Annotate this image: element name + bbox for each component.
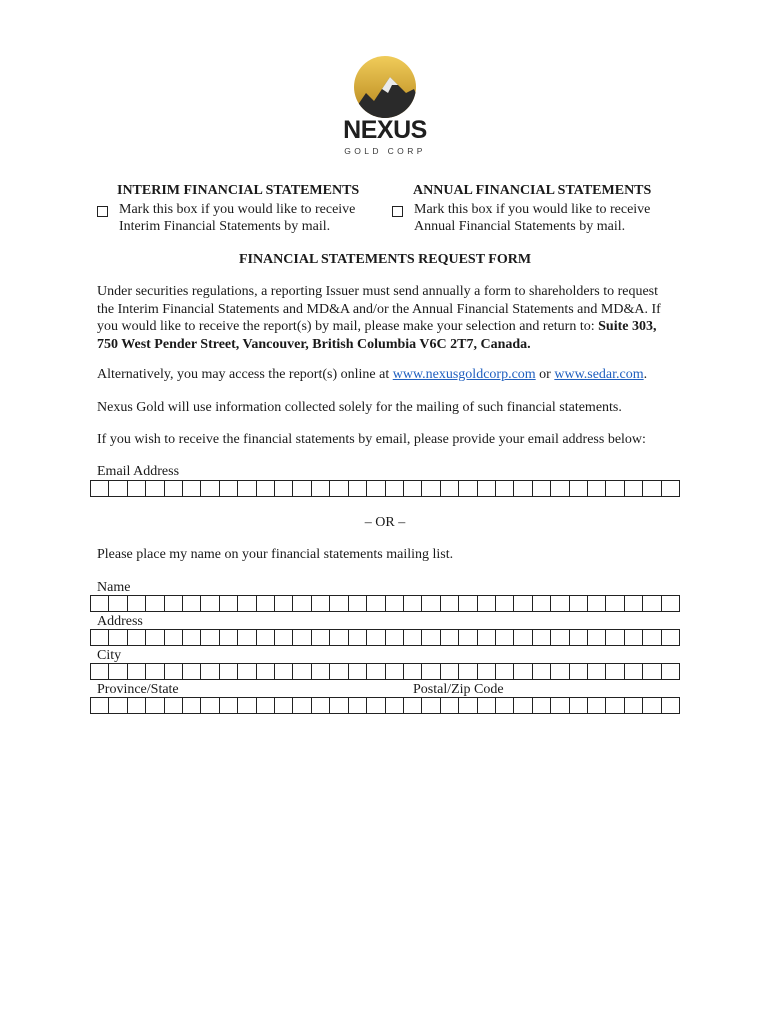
character-box[interactable] bbox=[441, 596, 459, 611]
character-box[interactable] bbox=[146, 698, 164, 713]
character-box[interactable] bbox=[496, 630, 514, 645]
character-box[interactable] bbox=[146, 630, 164, 645]
character-box[interactable] bbox=[570, 664, 588, 679]
character-box[interactable] bbox=[91, 630, 109, 645]
character-box[interactable] bbox=[165, 664, 183, 679]
character-box[interactable] bbox=[183, 698, 201, 713]
character-box[interactable] bbox=[183, 664, 201, 679]
character-box[interactable] bbox=[128, 596, 146, 611]
character-box[interactable] bbox=[422, 630, 440, 645]
character-box[interactable] bbox=[404, 596, 422, 611]
province-label: Province/State bbox=[97, 682, 179, 697]
character-box[interactable] bbox=[386, 596, 404, 611]
character-box[interactable] bbox=[128, 664, 146, 679]
character-box[interactable] bbox=[496, 596, 514, 611]
character-box[interactable] bbox=[257, 630, 275, 645]
character-box[interactable] bbox=[220, 596, 238, 611]
character-box[interactable] bbox=[570, 698, 588, 713]
character-box[interactable] bbox=[551, 481, 569, 496]
character-box[interactable] bbox=[330, 630, 348, 645]
character-box[interactable] bbox=[238, 664, 256, 679]
character-box[interactable] bbox=[422, 698, 440, 713]
character-box[interactable] bbox=[109, 596, 127, 611]
character-box[interactable] bbox=[441, 664, 459, 679]
character-box[interactable] bbox=[367, 596, 385, 611]
email-label: Email Address bbox=[97, 464, 180, 479]
character-box[interactable] bbox=[625, 664, 643, 679]
annual-line-2: Annual Financial Statements by mail. bbox=[414, 218, 626, 234]
mailing-prompt: Please place my name on your financial statements mailing list. bbox=[97, 547, 454, 562]
character-box[interactable] bbox=[330, 481, 348, 496]
character-box[interactable] bbox=[404, 664, 422, 679]
character-box[interactable] bbox=[551, 596, 569, 611]
character-box[interactable] bbox=[514, 664, 532, 679]
character-box[interactable] bbox=[478, 596, 496, 611]
character-box[interactable] bbox=[662, 664, 680, 679]
character-box[interactable] bbox=[514, 698, 532, 713]
character-box[interactable] bbox=[422, 664, 440, 679]
character-box[interactable] bbox=[459, 596, 477, 611]
return-address: Suite 303, 750 West Pender Street, Vancouver, British Columbia V6C 2T7, Canada. bbox=[97, 319, 657, 352]
character-box[interactable] bbox=[662, 481, 680, 496]
character-box[interactable] bbox=[257, 664, 275, 679]
character-box[interactable] bbox=[588, 630, 606, 645]
character-box[interactable] bbox=[496, 698, 514, 713]
company-logo bbox=[330, 55, 440, 160]
character-box[interactable] bbox=[441, 481, 459, 496]
character-box[interactable] bbox=[91, 698, 109, 713]
character-box[interactable] bbox=[533, 481, 551, 496]
logo-subtitle: GOLD CORP bbox=[344, 146, 426, 156]
annual-title: ANNUAL FINANCIAL STATEMENTS bbox=[413, 183, 652, 198]
character-box[interactable] bbox=[367, 664, 385, 679]
character-box[interactable] bbox=[349, 481, 367, 496]
character-box[interactable] bbox=[514, 481, 532, 496]
character-box[interactable] bbox=[312, 596, 330, 611]
character-box[interactable] bbox=[220, 630, 238, 645]
character-box[interactable] bbox=[238, 596, 256, 611]
character-box[interactable] bbox=[386, 481, 404, 496]
postal-code-label: Postal/Zip Code bbox=[413, 682, 504, 697]
character-box[interactable] bbox=[293, 596, 311, 611]
character-box[interactable] bbox=[293, 698, 311, 713]
character-box[interactable] bbox=[275, 630, 293, 645]
alternative-paragraph bbox=[97, 366, 677, 384]
character-box[interactable] bbox=[422, 596, 440, 611]
character-box[interactable] bbox=[606, 698, 624, 713]
character-box[interactable] bbox=[662, 630, 680, 645]
character-box[interactable] bbox=[533, 698, 551, 713]
email-prompt: If you wish to receive the financial statements by email, please provide your email address below: bbox=[97, 432, 646, 447]
character-box[interactable] bbox=[201, 596, 219, 611]
character-box[interactable] bbox=[201, 630, 219, 645]
character-box[interactable] bbox=[367, 698, 385, 713]
character-box[interactable] bbox=[551, 630, 569, 645]
name-label: Name bbox=[97, 580, 131, 595]
city-input-boxes[interactable] bbox=[90, 663, 680, 680]
character-box[interactable] bbox=[312, 698, 330, 713]
character-box[interactable] bbox=[165, 481, 183, 496]
character-box[interactable] bbox=[238, 698, 256, 713]
character-box[interactable] bbox=[275, 698, 293, 713]
character-box[interactable] bbox=[312, 664, 330, 679]
character-box[interactable] bbox=[533, 630, 551, 645]
character-box[interactable] bbox=[91, 481, 109, 496]
character-box[interactable] bbox=[606, 596, 624, 611]
character-box[interactable] bbox=[146, 481, 164, 496]
city-label: City bbox=[97, 648, 122, 663]
character-box[interactable] bbox=[293, 664, 311, 679]
alt-mid: or bbox=[535, 367, 555, 382]
character-box[interactable] bbox=[238, 481, 256, 496]
interim-line-2: Interim Financial Statements by mail. bbox=[119, 218, 331, 234]
character-box[interactable] bbox=[404, 481, 422, 496]
character-box[interactable] bbox=[478, 698, 496, 713]
character-box[interactable] bbox=[128, 481, 146, 496]
character-box[interactable] bbox=[606, 630, 624, 645]
interim-title: INTERIM FINANCIAL STATEMENTS bbox=[117, 183, 360, 198]
email-input-boxes[interactable] bbox=[90, 480, 680, 497]
character-box[interactable] bbox=[625, 698, 643, 713]
character-box[interactable] bbox=[109, 698, 127, 713]
character-box[interactable] bbox=[367, 630, 385, 645]
character-box[interactable] bbox=[606, 481, 624, 496]
character-box[interactable] bbox=[514, 630, 532, 645]
interim-checkbox[interactable] bbox=[97, 206, 108, 217]
character-box[interactable] bbox=[496, 481, 514, 496]
character-box[interactable] bbox=[533, 596, 551, 611]
character-box[interactable] bbox=[588, 698, 606, 713]
address-input-boxes[interactable] bbox=[90, 629, 680, 646]
character-box[interactable] bbox=[662, 596, 680, 611]
interim-option bbox=[119, 202, 355, 235]
character-box[interactable] bbox=[459, 630, 477, 645]
character-box[interactable] bbox=[109, 630, 127, 645]
character-box[interactable] bbox=[386, 664, 404, 679]
character-box[interactable] bbox=[165, 698, 183, 713]
character-box[interactable] bbox=[478, 664, 496, 679]
character-box[interactable] bbox=[201, 698, 219, 713]
character-box[interactable] bbox=[201, 481, 219, 496]
intro-paragraph bbox=[97, 283, 677, 353]
character-box[interactable] bbox=[459, 698, 477, 713]
character-box[interactable] bbox=[662, 698, 680, 713]
character-box[interactable] bbox=[128, 630, 146, 645]
character-box[interactable] bbox=[478, 630, 496, 645]
character-box[interactable] bbox=[404, 698, 422, 713]
character-box[interactable] bbox=[220, 698, 238, 713]
character-box[interactable] bbox=[570, 596, 588, 611]
character-box[interactable] bbox=[570, 630, 588, 645]
character-box[interactable] bbox=[257, 596, 275, 611]
annual-line-1: Mark this box if you would like to receive bbox=[414, 202, 651, 217]
character-box[interactable] bbox=[551, 664, 569, 679]
character-box[interactable] bbox=[293, 481, 311, 496]
character-box[interactable] bbox=[478, 481, 496, 496]
character-box[interactable] bbox=[386, 630, 404, 645]
character-box[interactable] bbox=[367, 481, 385, 496]
address-label: Address bbox=[97, 614, 143, 629]
character-box[interactable] bbox=[551, 698, 569, 713]
interim-line-1: Mark this box if you would like to receive bbox=[119, 202, 356, 217]
character-box[interactable] bbox=[404, 630, 422, 645]
character-box[interactable] bbox=[128, 698, 146, 713]
character-box[interactable] bbox=[625, 630, 643, 645]
logo-wordmark: NEXUS bbox=[343, 116, 427, 144]
character-box[interactable] bbox=[220, 481, 238, 496]
form-title: FINANCIAL STATEMENTS REQUEST FORM bbox=[238, 252, 532, 267]
character-box[interactable] bbox=[625, 596, 643, 611]
intro-text: Under securities regulations, a reporting Issuer must send annually a form to shareholders to request the Interim Financial Statements and MD&A and/or the Annual Financial Statements and MD&A. If you would like to receive the report(s) by mail, please make your selection and return to: bbox=[97, 284, 661, 334]
privacy-statement: Nexus Gold will use information collected solely for the mailing of such financial statements. bbox=[97, 400, 622, 415]
or-divider: – OR – bbox=[364, 515, 406, 530]
character-box[interactable] bbox=[349, 630, 367, 645]
character-box[interactable] bbox=[459, 664, 477, 679]
character-box[interactable] bbox=[349, 596, 367, 611]
character-box[interactable] bbox=[643, 698, 661, 713]
character-box[interactable] bbox=[165, 630, 183, 645]
character-box[interactable] bbox=[643, 630, 661, 645]
character-box[interactable] bbox=[91, 596, 109, 611]
character-box[interactable] bbox=[146, 664, 164, 679]
character-box[interactable] bbox=[257, 698, 275, 713]
character-box[interactable] bbox=[514, 596, 532, 611]
character-box[interactable] bbox=[293, 630, 311, 645]
character-box[interactable] bbox=[349, 664, 367, 679]
character-box[interactable] bbox=[183, 481, 201, 496]
name-input-boxes[interactable] bbox=[90, 595, 680, 612]
character-box[interactable] bbox=[386, 698, 404, 713]
character-box[interactable] bbox=[183, 630, 201, 645]
character-box[interactable] bbox=[459, 481, 477, 496]
character-box[interactable] bbox=[496, 664, 514, 679]
sedar-link[interactable]: www.sedar.com bbox=[554, 367, 644, 382]
character-box[interactable] bbox=[422, 481, 440, 496]
character-box[interactable] bbox=[257, 481, 275, 496]
character-box[interactable] bbox=[349, 698, 367, 713]
character-box[interactable] bbox=[109, 481, 127, 496]
character-box[interactable] bbox=[275, 481, 293, 496]
annual-checkbox[interactable] bbox=[392, 206, 403, 217]
character-box[interactable] bbox=[183, 596, 201, 611]
character-box[interactable] bbox=[625, 481, 643, 496]
character-box[interactable] bbox=[330, 698, 348, 713]
character-box[interactable] bbox=[220, 664, 238, 679]
character-box[interactable] bbox=[643, 664, 661, 679]
character-box[interactable] bbox=[201, 664, 219, 679]
character-box[interactable] bbox=[275, 664, 293, 679]
character-box[interactable] bbox=[238, 630, 256, 645]
annual-option bbox=[414, 202, 650, 235]
character-box[interactable] bbox=[533, 664, 551, 679]
character-box[interactable] bbox=[570, 481, 588, 496]
nexusgoldcorp-link[interactable]: www.nexusgoldcorp.com bbox=[392, 367, 536, 382]
character-box[interactable] bbox=[312, 630, 330, 645]
character-box[interactable] bbox=[165, 596, 183, 611]
character-box[interactable] bbox=[441, 630, 459, 645]
alt-prefix: Alternatively, you may access the report(s) online at bbox=[97, 367, 393, 382]
mountain-sun-logo-icon bbox=[330, 55, 440, 160]
province-postal-input-boxes[interactable] bbox=[90, 697, 680, 714]
alt-suffix: . bbox=[643, 367, 648, 382]
character-box[interactable] bbox=[588, 664, 606, 679]
character-box[interactable] bbox=[312, 481, 330, 496]
character-box[interactable] bbox=[146, 596, 164, 611]
character-box[interactable] bbox=[606, 664, 624, 679]
character-box[interactable] bbox=[643, 481, 661, 496]
character-box[interactable] bbox=[275, 596, 293, 611]
character-box[interactable] bbox=[91, 664, 109, 679]
character-box[interactable] bbox=[441, 698, 459, 713]
character-box[interactable] bbox=[643, 596, 661, 611]
character-box[interactable] bbox=[330, 596, 348, 611]
character-box[interactable] bbox=[330, 664, 348, 679]
character-box[interactable] bbox=[588, 481, 606, 496]
character-box[interactable] bbox=[588, 596, 606, 611]
character-box[interactable] bbox=[109, 664, 127, 679]
